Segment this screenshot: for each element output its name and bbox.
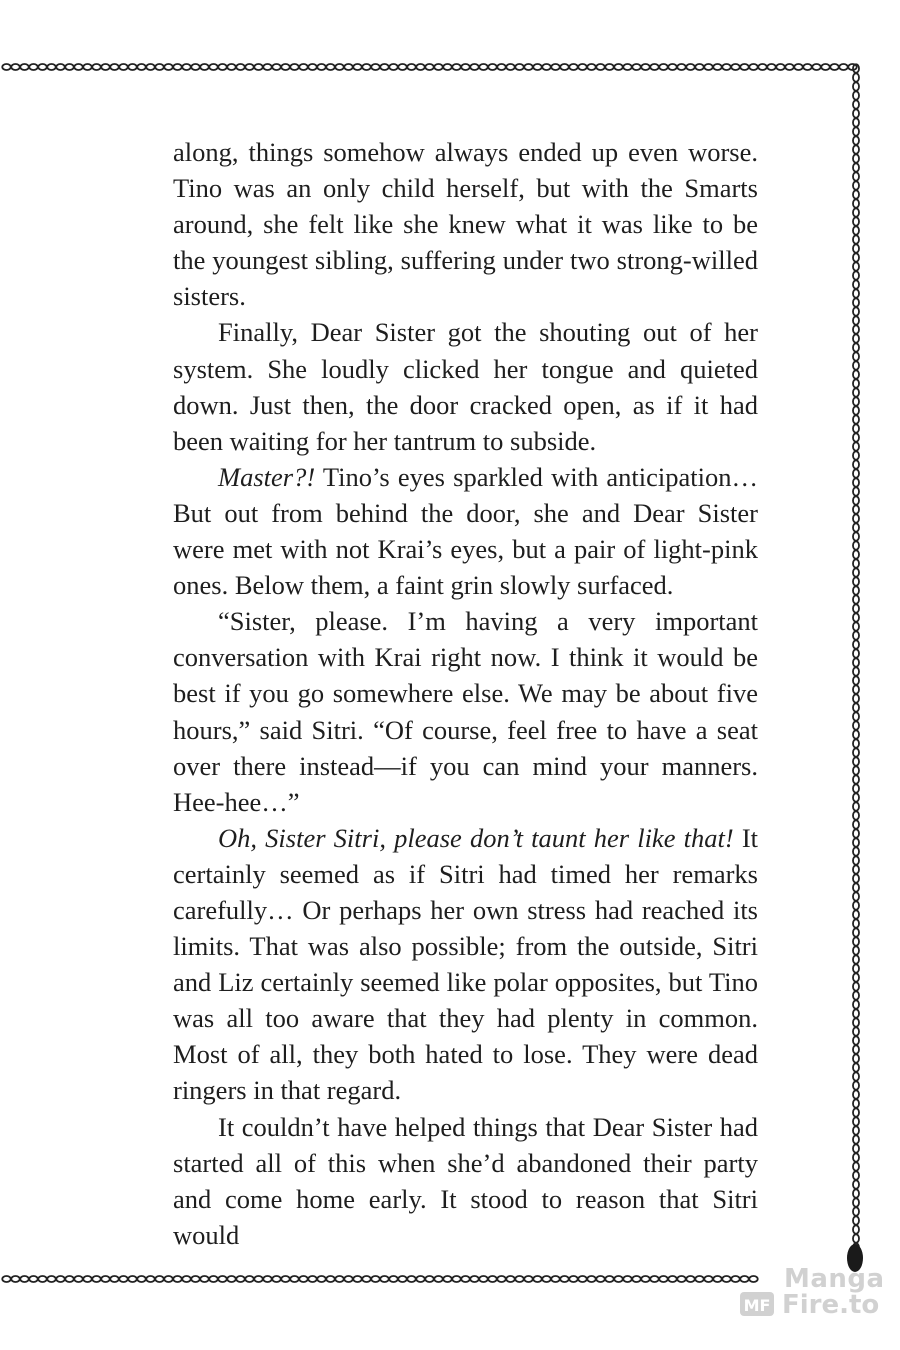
text-run: It certainly seemed as if Sitri had timed her remarks carefully… Or perhaps her own stress had reached its limits. That was also possible; from the outside, Sitri and Liz certainly seemed like polar opposites, but Tino was all too aware that they had plenty in common. Most of all, they both hated to lose. They were dead ringers in that regard. <box>173 822 759 1106</box>
watermark-logo-icon <box>738 1288 778 1318</box>
text-run: Tino’s eyes sparkled with anticipation… But out from behind the door, she and Dear Sister were met with not Krai’s eyes, but a pair of light-pink ones. Below them, a faint grin slowly surfaced. <box>173 461 758 601</box>
text-run: It couldn’t have helped things that Dear Sister had started all of this when she’d abandoned their party and come home early. It stood to reason that Sitri would <box>173 1111 758 1250</box>
text-run: along, things somehow always ended up even worse. Tino was an only child herself, but with the Smarts around, she felt like she knew what it was like to be the youngest sibling, suffering under two strong-willed sisters. <box>173 137 758 312</box>
svg-text:MF: MF <box>743 1296 771 1315</box>
chain-border-top <box>0 60 858 74</box>
chain-border-right <box>848 62 864 1272</box>
paragraph <box>173 1109 758 1253</box>
watermark-line2: Fire.to <box>782 1290 880 1320</box>
watermark-line1: Manga <box>784 1264 885 1294</box>
paragraph <box>173 134 758 314</box>
watermark <box>738 1262 885 1322</box>
italic-text: Oh, Sister Sitri, please don’t taunt her like that! <box>218 822 734 853</box>
paragraph <box>173 603 758 820</box>
paragraph <box>173 820 758 1109</box>
chain-border-bottom <box>0 1272 760 1286</box>
text-run: Finally, Dear Sister got the shouting out of her system. She loudly clicked her tongue and quieted down. Just then, the door cracked open, as if it had been waiting for her tantrum to subside. <box>173 317 758 456</box>
page-text <box>173 134 758 1253</box>
paragraph <box>173 314 758 458</box>
text-run: “Sister, please. I’m having a very important conversation with Krai right now. I think it would be best if you go somewhere else. We may be about five hours,” said Sitri. “Of course, feel free to have a seat over there instead—if you can mind your manners. Hee-hee…” <box>173 606 758 817</box>
paragraph <box>173 459 758 603</box>
italic-text: Master?! <box>218 461 316 492</box>
